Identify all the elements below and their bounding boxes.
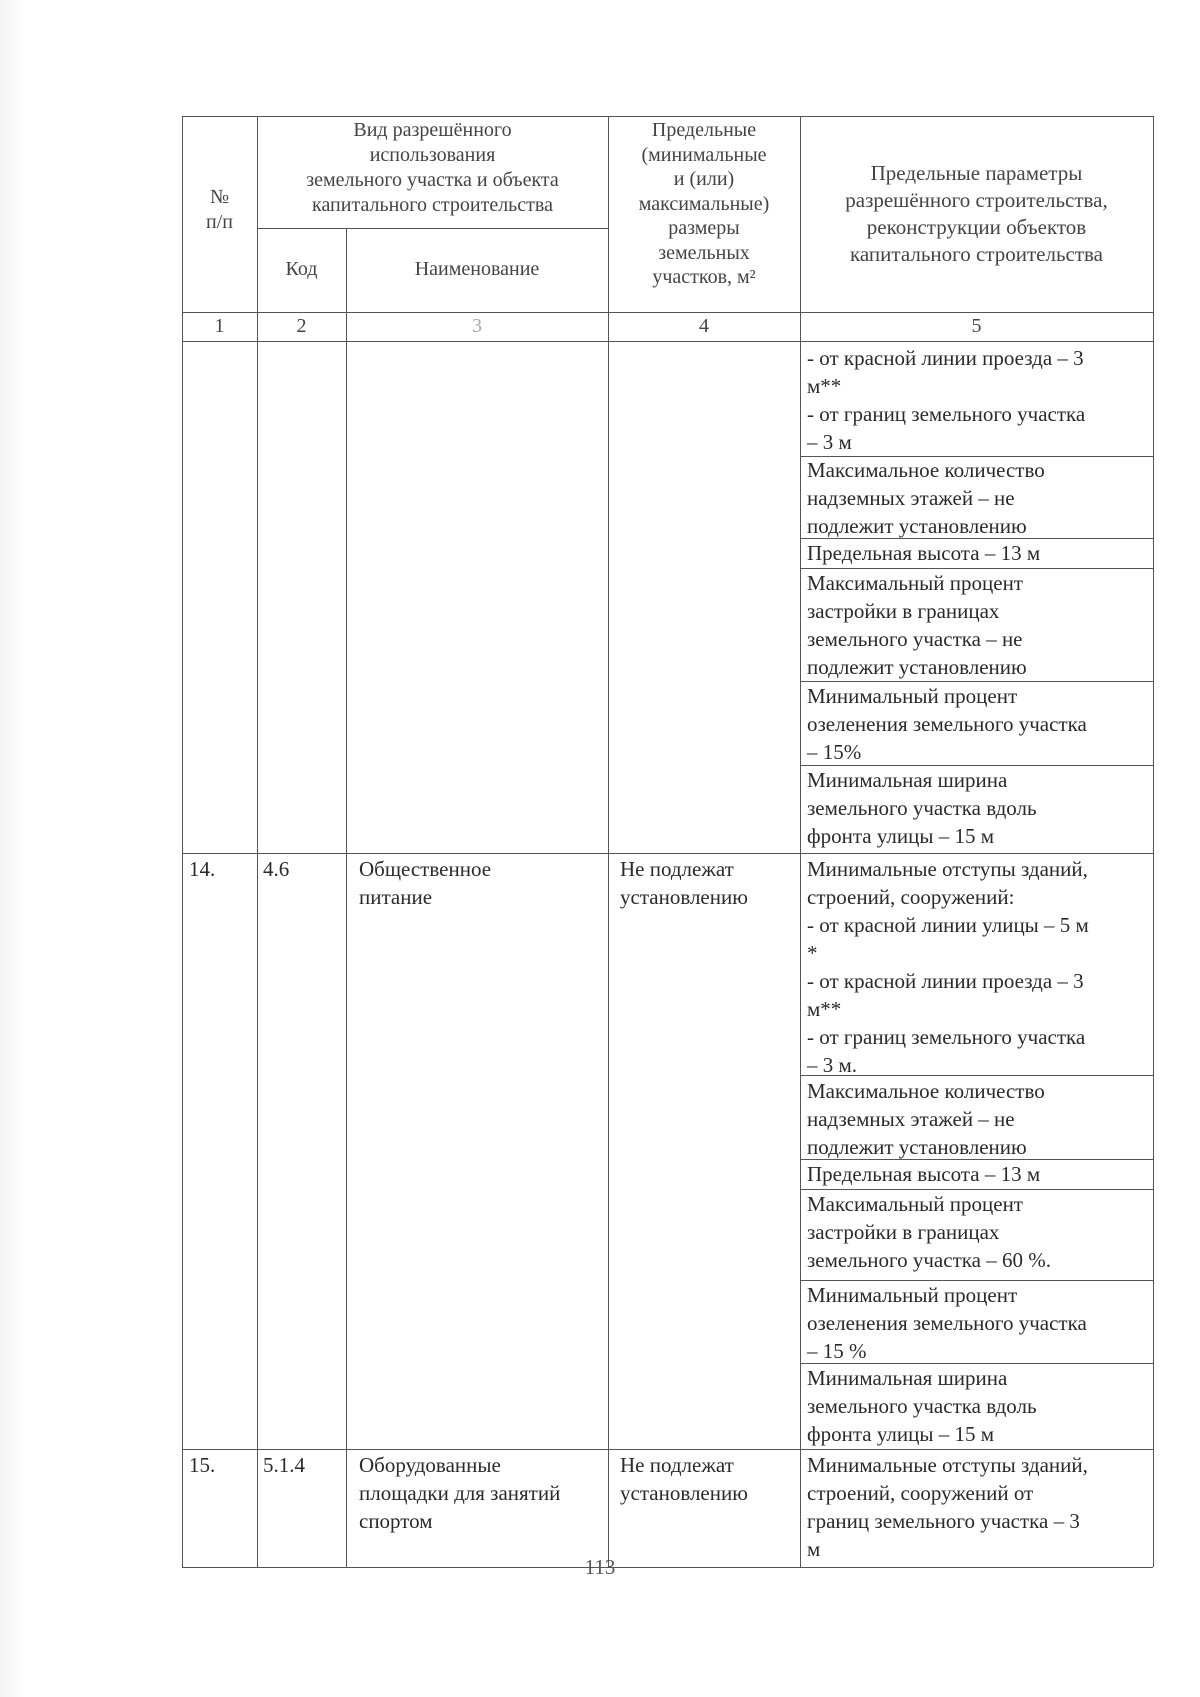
table-border-top — [182, 116, 1153, 117]
param-cell: Предельная высота – 13 м — [807, 1162, 1041, 1186]
row-name: Оборудованные площадки для занятий спортом — [359, 1453, 561, 1533]
header-divider — [182, 312, 1153, 313]
row-name: Общественное питание — [359, 857, 492, 909]
header-vid: Вид разрешённого использования земельного участка и объекта капитального строительства — [306, 119, 559, 216]
header-name: Наименование — [414, 258, 540, 280]
param-cell: Минимальная ширина земельного участка вдоль фронта улицы – 15 м — [807, 768, 1037, 848]
column-number: 4 — [699, 315, 709, 337]
param-cell: Максимальное количество надземных этажей – не подлежит установлению — [807, 458, 1045, 538]
header-divider — [182, 341, 1153, 342]
row-divider — [182, 1449, 1153, 1450]
column-divider — [346, 228, 347, 1567]
header-num: № п/п — [206, 186, 233, 233]
column-number: 5 — [971, 315, 982, 337]
param-cell: Предельная высота – 13 м — [807, 541, 1041, 565]
page-number: 113 — [584, 1555, 616, 1579]
row-sizes: Не подлежат установлению — [620, 1453, 748, 1505]
param-cell: Минимальные отступы зданий, строений, сооружений от границ земельного участка – 3 м — [807, 1453, 1088, 1561]
column-number: 3 — [472, 315, 482, 337]
param-cell: Максимальный процент застройки в границах земельного участка – не подлежит установлению — [807, 571, 1027, 679]
param-cell: Максимальное количество надземных этажей – не подлежит установлению — [807, 1079, 1045, 1159]
header-params: Предельные параметры разрешённого строительства, реконструкции объектов капитального строительства — [845, 161, 1108, 266]
header-sizes: Предельные (минимальные и (или) максимальные) размеры земельных участков, м² — [638, 119, 770, 288]
param-cell: - от красной линии проезда – 3 м** - от границ земельного участка – 3 м — [807, 346, 1086, 454]
row-sizes: Не подлежат установлению — [620, 857, 748, 909]
row-number: 14. — [189, 857, 216, 881]
param-cell: Минимальная ширина земельного участка вдоль фронта улицы – 15 м — [807, 1366, 1037, 1446]
column-number: 2 — [296, 315, 307, 337]
param-cell: Минимальный процент озеленения земельного участка – 15% — [807, 684, 1087, 764]
param-cell: Минимальный процент озеленения земельного участка – 15 % — [807, 1283, 1087, 1363]
row-code: 5.1.4 — [263, 1453, 305, 1477]
param-cell: Максимальный процент застройки в границах земельного участка – 60 %. — [807, 1192, 1051, 1272]
row-code: 4.6 — [263, 857, 290, 881]
header-divider — [257, 228, 608, 229]
column-number: 1 — [214, 315, 225, 337]
table-border-right — [1153, 116, 1154, 1567]
row-number: 15. — [189, 1453, 216, 1477]
row-divider — [182, 853, 1153, 854]
header-kod: Код — [285, 258, 318, 280]
param-cell: Минимальные отступы зданий, строений, сооружений: - от красной линии улицы – 5 м * - от красной линии проезда – 3 м** - от границ земельного участка – 3 м. — [807, 857, 1089, 1077]
scan-edge — [0, 0, 26, 1697]
